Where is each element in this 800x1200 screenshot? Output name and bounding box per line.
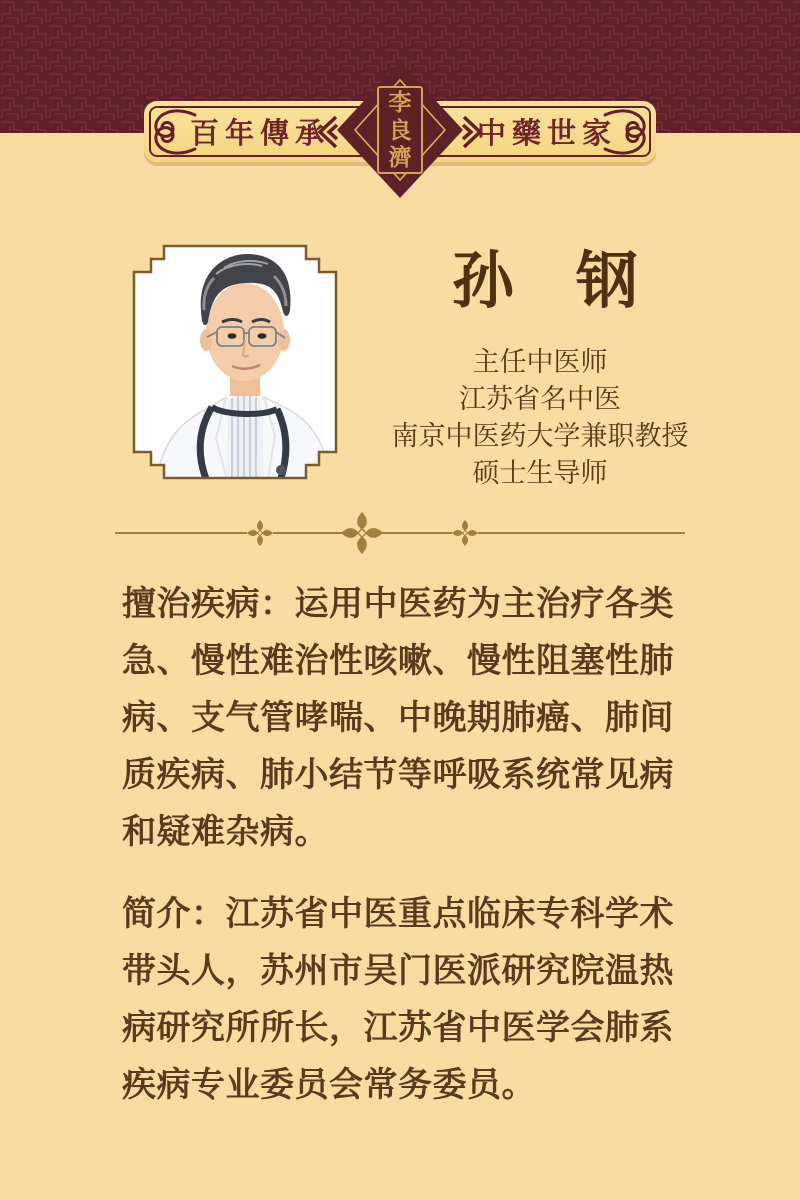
seal-char: 李 xyxy=(388,89,412,117)
divider-motif-large xyxy=(341,512,383,554)
brand-seal xyxy=(377,86,423,174)
banner-right-label: 中藥世家 xyxy=(476,116,617,150)
divider-motif-small xyxy=(452,520,478,546)
seal-char: 良 xyxy=(388,116,412,144)
doctor-photo-frame xyxy=(128,240,342,484)
doctor-portrait-illustration xyxy=(128,240,342,484)
title-line: 江苏省名中医 xyxy=(459,384,621,415)
specialty-paragraph: 擅治疾病：运用中医药为主治疗各类急、慢性难治性咳嗽、慢性阻塞性肺病、支气管哮喘、中晚期肺癌、肺间质疾病、肺小结节等呼吸系统常见病和疑难杂病。 xyxy=(122,584,674,852)
banner-left-label: 百年傳承 xyxy=(189,116,330,150)
divider-motif-small xyxy=(247,520,273,546)
title-line: 南京中医药大学兼职教授 xyxy=(391,421,689,452)
ornamental-divider xyxy=(110,507,690,559)
doctor-name: 孙 钢 xyxy=(451,243,638,317)
title-line: 主任中医师 xyxy=(472,347,608,378)
seal-char: 濟 xyxy=(388,143,412,171)
doctor-titles xyxy=(350,344,730,492)
bio-paragraph: 简介：江苏省中医重点临床专科学术带头人，苏州市吴门医派研究院温热病研究所所长，江苏省中医学会肺系疾病专业委员会常务委员。 xyxy=(122,894,674,1105)
title-line: 硕士生导师 xyxy=(472,458,608,489)
